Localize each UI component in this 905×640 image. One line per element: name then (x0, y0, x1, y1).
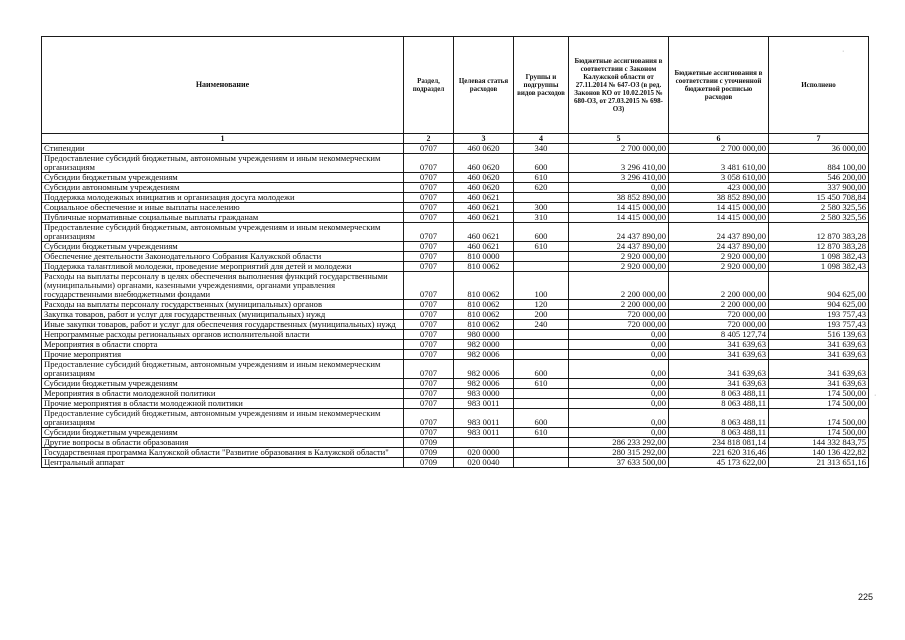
column-number: 6 (669, 134, 769, 144)
row-budget: 2 920 000,00 (569, 252, 669, 262)
row-group: 310 (514, 213, 569, 223)
row-group: 600 (514, 409, 569, 428)
row-name: Предоставление субсидий бюджетным, автономным учреждениям и иным некоммерческим организациям (42, 360, 404, 379)
row-budget: 0,00 (569, 183, 669, 193)
row-executed: 341 639,63 (769, 360, 869, 379)
row-group: 610 (514, 428, 569, 438)
row-name: Непрограммные расходы региональных органов исполнительной власти (42, 330, 404, 340)
row-name: Предоставление субсидий бюджетным, автономным учреждениям и иным некоммерческим организациям (42, 223, 404, 242)
row-executed: 2 580 325,56 (769, 203, 869, 213)
column-number: 4 (514, 134, 569, 144)
table-row (42, 272, 869, 300)
row-article: 810 0000 (454, 252, 514, 262)
table-row (42, 183, 869, 193)
row-budget: 0,00 (569, 428, 669, 438)
page-number: 225 (857, 592, 873, 602)
row-group: 120 (514, 300, 569, 310)
row-article: 460 0620 (454, 154, 514, 173)
table-row (42, 379, 869, 389)
row-article: 983 0011 (454, 399, 514, 409)
table-row (42, 330, 869, 340)
row-executed: 21 313 651,16 (769, 458, 869, 468)
row-executed: 174 500,00 (769, 428, 869, 438)
row-executed: 36 000,00 (769, 144, 869, 154)
row-name: Центральный аппарат (42, 458, 404, 468)
row-executed: 2 580 325,56 (769, 213, 869, 223)
row-refined: 341 639,63 (669, 340, 769, 350)
row-executed: 546 200,00 (769, 173, 869, 183)
row-budget: 38 852 890,00 (569, 193, 669, 203)
row-group: 610 (514, 242, 569, 252)
row-name: Поддержка молодежных инициатив и организация досуга молодежи (42, 193, 404, 203)
row-section: 0707 (404, 262, 454, 272)
header-refined: Бюджетные ассигнования в соответствии с уточненной бюджетной росписью расходов (669, 37, 769, 134)
row-executed: 904 625,00 (769, 300, 869, 310)
table-row (42, 300, 869, 310)
row-refined: 2 920 000,00 (669, 252, 769, 262)
row-group (514, 350, 569, 360)
scan-mark: · (842, 48, 845, 55)
row-budget: 0,00 (569, 340, 669, 350)
table-row (42, 448, 869, 458)
row-article: 460 0620 (454, 173, 514, 183)
row-name: Предоставление субсидий бюджетным, автономным учреждениям и иным некоммерческим организациям (42, 409, 404, 428)
table-row (42, 242, 869, 252)
row-budget: 37 633 500,00 (569, 458, 669, 468)
table-row (42, 399, 869, 409)
row-budget: 24 437 890,00 (569, 242, 669, 252)
row-section: 0707 (404, 320, 454, 330)
row-group (514, 389, 569, 399)
header-executed: Исполнено (769, 37, 869, 134)
row-group (514, 193, 569, 203)
row-name: Стипендии (42, 144, 404, 154)
row-name: Публичные нормативные социальные выплаты гражданам (42, 213, 404, 223)
row-name: Закупка товаров, работ и услуг для государственных (муниципальных) нужд (42, 310, 404, 320)
row-article: 460 0621 (454, 242, 514, 252)
row-budget: 280 315 292,00 (569, 448, 669, 458)
row-refined: 8 405 127,74 (669, 330, 769, 340)
table-row (42, 320, 869, 330)
row-article: 982 0006 (454, 350, 514, 360)
row-section: 0707 (404, 173, 454, 183)
row-article: 020 0040 (454, 458, 514, 468)
row-name: Обеспечение деятельности Законодательного Собрания Калужской области (42, 252, 404, 262)
table-body (42, 134, 869, 468)
row-group: 600 (514, 154, 569, 173)
row-section: 0707 (404, 242, 454, 252)
table-row (42, 252, 869, 262)
row-section: 0707 (404, 409, 454, 428)
row-executed: 341 639,63 (769, 379, 869, 389)
row-name: Субсидии автономным учреждениям (42, 183, 404, 193)
header-section: Раздел, подраздел (404, 37, 454, 134)
header-budget: Бюджетные ассигнования в соответствии с Законом Калужской области от 27.11.2014 № 647-ОЗ (в ред. Законов КО от 10.02.2015 № 680-ОЗ, от 27.03.2015 № 698-ОЗ) (569, 37, 669, 134)
row-refined: 234 818 081,14 (669, 438, 769, 448)
row-executed: 1 098 382,43 (769, 252, 869, 262)
row-section: 0707 (404, 252, 454, 262)
row-name: Субсидии бюджетным учреждениям (42, 428, 404, 438)
row-section: 0707 (404, 340, 454, 350)
row-article: 980 0000 (454, 330, 514, 340)
row-group: 610 (514, 379, 569, 389)
table-row (42, 173, 869, 183)
row-group: 340 (514, 144, 569, 154)
row-budget: 14 415 000,00 (569, 213, 669, 223)
row-group: 200 (514, 310, 569, 320)
row-budget: 2 920 000,00 (569, 262, 669, 272)
row-section: 0709 (404, 458, 454, 468)
row-section: 0709 (404, 448, 454, 458)
row-name: Прочие мероприятия в области молодежной политики (42, 399, 404, 409)
column-number: 1 (42, 134, 404, 144)
scan-mark: · (874, 392, 877, 399)
table-row (42, 144, 869, 154)
table-row (42, 203, 869, 213)
row-refined: 720 000,00 (669, 310, 769, 320)
row-name: Субсидии бюджетным учреждениям (42, 242, 404, 252)
row-executed: 904 625,00 (769, 272, 869, 300)
header-group: Группы и подгруппы видов расходов (514, 37, 569, 134)
row-executed: 144 332 843,75 (769, 438, 869, 448)
header-row (42, 37, 869, 134)
row-budget: 286 233 292,00 (569, 438, 669, 448)
row-executed: 12 870 383,28 (769, 223, 869, 242)
row-refined: 24 437 890,00 (669, 242, 769, 252)
row-section: 0707 (404, 310, 454, 320)
row-executed: 516 139,63 (769, 330, 869, 340)
row-section: 0707 (404, 213, 454, 223)
row-section: 0707 (404, 360, 454, 379)
table-row (42, 193, 869, 203)
row-executed: 193 757,43 (769, 320, 869, 330)
row-refined: 720 000,00 (669, 320, 769, 330)
row-refined: 8 063 488,11 (669, 389, 769, 399)
row-group (514, 330, 569, 340)
row-refined: 2 920 000,00 (669, 262, 769, 272)
row-budget: 2 700 000,00 (569, 144, 669, 154)
row-section: 0707 (404, 389, 454, 399)
row-group (514, 458, 569, 468)
row-article: 460 0620 (454, 183, 514, 193)
table-row (42, 213, 869, 223)
row-name: Расходы на выплаты персоналу в целях обеспечения выполнения функций государственными (муниципальными) органами, казенными учреждениями, органами управления государственными внебюджетными фондами (42, 272, 404, 300)
row-section: 0707 (404, 193, 454, 203)
row-article: 982 0006 (454, 360, 514, 379)
row-budget: 0,00 (569, 389, 669, 399)
row-refined: 45 173 622,00 (669, 458, 769, 468)
row-section: 0707 (404, 183, 454, 193)
row-article: 460 0620 (454, 144, 514, 154)
table-row (42, 389, 869, 399)
header-article: Целевая статья расходов (454, 37, 514, 134)
row-refined: 221 620 316,46 (669, 448, 769, 458)
row-refined: 3 481 610,00 (669, 154, 769, 173)
row-group: 240 (514, 320, 569, 330)
row-name: Мероприятия в области спорта (42, 340, 404, 350)
row-executed: 140 136 422,82 (769, 448, 869, 458)
row-section: 0709 (404, 438, 454, 448)
row-executed: 174 500,00 (769, 399, 869, 409)
table-row (42, 340, 869, 350)
row-name: Иные закупки товаров, работ и услуг для обеспечения государственных (муниципальных) нужд (42, 320, 404, 330)
row-budget: 2 200 000,00 (569, 272, 669, 300)
row-section: 0707 (404, 379, 454, 389)
row-executed: 174 500,00 (769, 409, 869, 428)
row-refined: 38 852 890,00 (669, 193, 769, 203)
row-refined: 2 700 000,00 (669, 144, 769, 154)
row-budget: 24 437 890,00 (569, 223, 669, 242)
row-budget: 0,00 (569, 409, 669, 428)
row-article: 810 0062 (454, 320, 514, 330)
row-group: 600 (514, 360, 569, 379)
row-refined: 341 639,63 (669, 379, 769, 389)
table-row (42, 360, 869, 379)
row-article: 982 0000 (454, 340, 514, 350)
row-refined: 3 058 610,00 (669, 173, 769, 183)
row-section: 0707 (404, 223, 454, 242)
table-row (42, 458, 869, 468)
table-row (42, 310, 869, 320)
row-article: 983 0000 (454, 389, 514, 399)
row-section: 0707 (404, 300, 454, 310)
row-name: Субсидии бюджетным учреждениям (42, 173, 404, 183)
row-article: 982 0006 (454, 379, 514, 389)
table-row (42, 262, 869, 272)
row-name: Прочие мероприятия (42, 350, 404, 360)
row-budget: 0,00 (569, 399, 669, 409)
row-budget: 3 296 410,00 (569, 154, 669, 173)
row-executed: 337 900,00 (769, 183, 869, 193)
row-refined: 2 200 000,00 (669, 272, 769, 300)
row-refined: 14 415 000,00 (669, 203, 769, 213)
row-refined: 14 415 000,00 (669, 213, 769, 223)
row-section: 0707 (404, 350, 454, 360)
row-refined: 8 063 488,11 (669, 428, 769, 438)
row-article: 983 0011 (454, 428, 514, 438)
row-budget: 2 200 000,00 (569, 300, 669, 310)
table-row (42, 350, 869, 360)
budget-table (41, 36, 869, 468)
row-section: 0707 (404, 272, 454, 300)
row-article: 983 0011 (454, 409, 514, 428)
row-article: 460 0621 (454, 213, 514, 223)
row-article: 810 0062 (454, 310, 514, 320)
row-refined: 2 200 000,00 (669, 300, 769, 310)
row-budget: 720 000,00 (569, 320, 669, 330)
row-section: 0707 (404, 203, 454, 213)
row-section: 0707 (404, 330, 454, 340)
row-article: 810 0062 (454, 262, 514, 272)
row-group (514, 399, 569, 409)
row-refined: 8 063 488,11 (669, 409, 769, 428)
table-row (42, 409, 869, 428)
table-row (42, 223, 869, 242)
row-budget: 14 415 000,00 (569, 203, 669, 213)
row-budget: 0,00 (569, 350, 669, 360)
row-name: Мероприятия в области молодежной политики (42, 389, 404, 399)
row-budget: 720 000,00 (569, 310, 669, 320)
row-name: Социальное обеспечение и иные выплаты населению (42, 203, 404, 213)
row-group (514, 448, 569, 458)
row-group: 610 (514, 173, 569, 183)
row-name: Поддержка талантливой молодежи, проведение мероприятий для детей и молодежи (42, 262, 404, 272)
row-executed: 884 100,00 (769, 154, 869, 173)
row-name: Расходы на выплаты персоналу государственных (муниципальных) органов (42, 300, 404, 310)
row-refined: 8 063 488,11 (669, 399, 769, 409)
row-executed: 12 870 383,28 (769, 242, 869, 252)
column-number-row (42, 134, 869, 144)
row-section: 0707 (404, 428, 454, 438)
row-budget: 0,00 (569, 330, 669, 340)
row-budget: 0,00 (569, 360, 669, 379)
column-number: 7 (769, 134, 869, 144)
row-article: 460 0621 (454, 193, 514, 203)
row-name: Другие вопросы в области образования (42, 438, 404, 448)
row-group (514, 252, 569, 262)
row-budget: 3 296 410,00 (569, 173, 669, 183)
row-group (514, 438, 569, 448)
row-section: 0707 (404, 399, 454, 409)
row-group: 300 (514, 203, 569, 213)
row-executed: 1 098 382,43 (769, 262, 869, 272)
row-article: 020 0000 (454, 448, 514, 458)
column-number: 5 (569, 134, 669, 144)
row-executed: 341 639,63 (769, 340, 869, 350)
row-group (514, 340, 569, 350)
row-article: 460 0621 (454, 223, 514, 242)
row-article: 810 0062 (454, 272, 514, 300)
row-section: 0707 (404, 144, 454, 154)
column-number: 2 (404, 134, 454, 144)
column-number: 3 (454, 134, 514, 144)
row-executed: 174 500,00 (769, 389, 869, 399)
row-group: 620 (514, 183, 569, 193)
row-group: 600 (514, 223, 569, 242)
row-budget: 0,00 (569, 379, 669, 389)
row-refined: 423 000,00 (669, 183, 769, 193)
row-executed: 341 639,63 (769, 350, 869, 360)
row-name: Предоставление субсидий бюджетным, автономным учреждениям и иным некоммерческим организациям (42, 154, 404, 173)
table-row (42, 438, 869, 448)
table-row (42, 428, 869, 438)
table-row (42, 154, 869, 173)
row-refined: 341 639,63 (669, 360, 769, 379)
row-group: 100 (514, 272, 569, 300)
row-name: Государственная программа Калужской области "Развитие образования в Калужской области" (42, 448, 404, 458)
row-article (454, 438, 514, 448)
row-article: 810 0062 (454, 300, 514, 310)
row-group (514, 262, 569, 272)
row-refined: 341 639,63 (669, 350, 769, 360)
row-executed: 15 450 708,84 (769, 193, 869, 203)
row-refined: 24 437 890,00 (669, 223, 769, 242)
row-section: 0707 (404, 154, 454, 173)
row-name: Субсидии бюджетным учреждениям (42, 379, 404, 389)
row-article: 460 0621 (454, 203, 514, 213)
header-name: Наименование (42, 37, 404, 134)
row-executed: 193 757,43 (769, 310, 869, 320)
